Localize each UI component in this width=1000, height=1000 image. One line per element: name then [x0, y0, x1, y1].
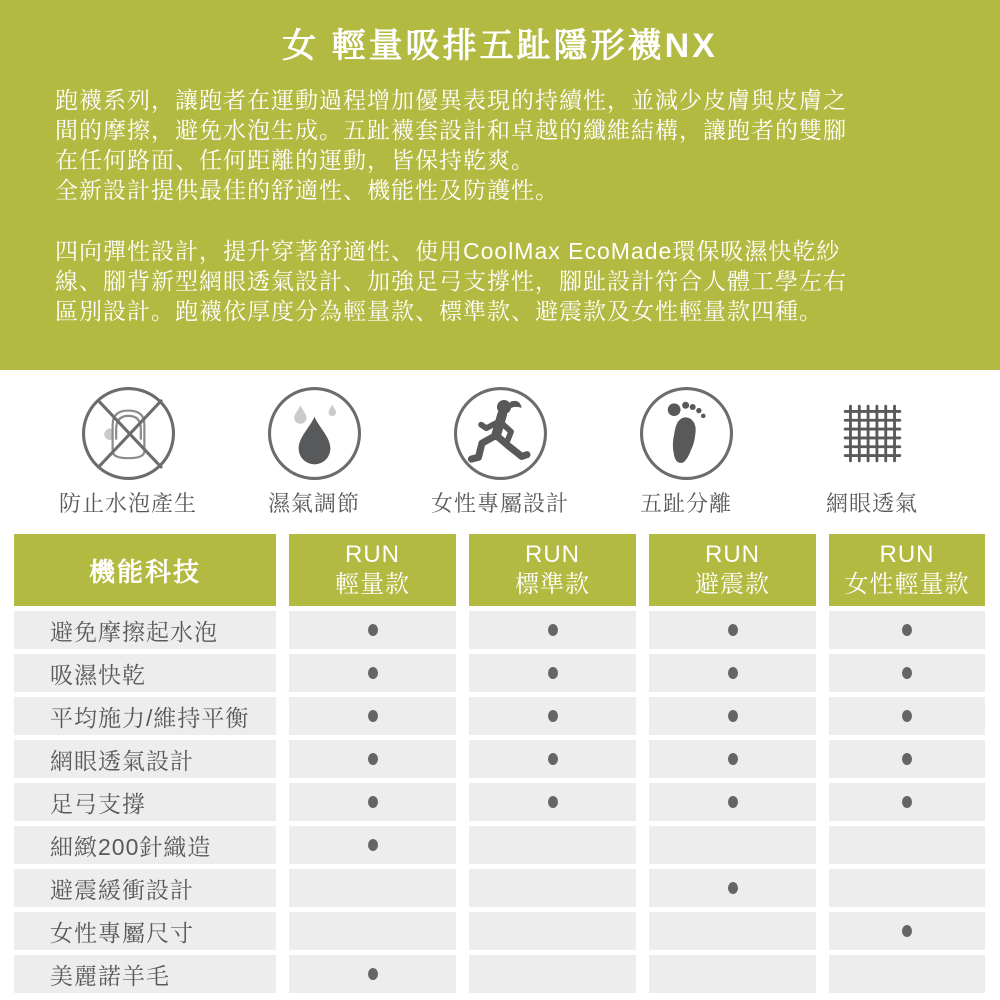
dot-marker [368, 796, 378, 808]
dot-marker [548, 710, 558, 722]
dot-cell-filled [289, 955, 456, 993]
dot-marker [728, 796, 738, 808]
dot-cell-filled [649, 869, 816, 907]
dot-marker [368, 839, 378, 851]
feature-label: 五趾分離 [639, 491, 732, 516]
dot-cell-empty [469, 869, 636, 907]
dot-marker [902, 710, 912, 722]
dot-cell-empty [469, 826, 636, 864]
dot-cell-filled [289, 611, 456, 649]
dot-cell-empty [829, 955, 985, 993]
column-brand: RUN [345, 541, 400, 568]
table-header-feature: 機能科技 [14, 534, 276, 606]
column-model: 輕量款 [335, 571, 410, 598]
design-paragraph [55, 236, 945, 326]
feature-row-label: 避震緩衝設計 [14, 869, 276, 907]
dot-marker [368, 753, 378, 765]
mesh-grid-icon [824, 385, 921, 482]
feature-row-label: 女性專屬尺寸 [14, 912, 276, 950]
dot-cell-empty [289, 912, 456, 950]
dot-cell-filled [469, 611, 636, 649]
dot-cell-filled [649, 740, 816, 778]
dot-marker [728, 882, 738, 894]
dot-marker [548, 667, 558, 679]
dot-cell-filled [829, 912, 985, 950]
dot-cell-filled [469, 654, 636, 692]
feature-row-label: 足弓支撐 [14, 783, 276, 821]
dot-cell-empty [829, 869, 985, 907]
dot-cell-filled [649, 611, 816, 649]
feature-row-label: 吸濕快乾 [14, 654, 276, 692]
dot-cell-filled [829, 654, 985, 692]
feature-label: 女性專屬設計 [430, 491, 569, 516]
dot-marker [728, 753, 738, 765]
dot-cell-filled [289, 783, 456, 821]
dot-cell-filled [649, 783, 816, 821]
table-header-run-women-light [829, 534, 985, 606]
feature-row-label: 平均施力/維持平衡 [14, 697, 276, 735]
feature-no-blister [35, 385, 221, 517]
feature-moisture [221, 385, 407, 517]
dot-cell-filled [289, 826, 456, 864]
dot-marker [368, 968, 378, 980]
design-line: 線、腳背新型網眼透氣設計、加強足弓支撐性，腳趾設計符合人體工學左右 [55, 268, 847, 294]
no-blister-icon [80, 385, 177, 482]
dot-cell-filled [649, 697, 816, 735]
dot-cell-filled [289, 697, 456, 735]
intro-line: 全新設計提供最佳的舒適性、機能性及防護性。 [55, 177, 559, 203]
intro-paragraph [55, 85, 945, 205]
intro-line: 間的摩擦，避免水泡生成。五趾襪套設計和卓越的纖維結構，讓跑者的雙腳 [55, 117, 847, 143]
design-line: 四向彈性設計，提升穿著舒適性、使用CoolMax EcoMade環保吸濕快乾紗 [55, 238, 841, 264]
dot-cell-filled [469, 783, 636, 821]
table-header-run-standard [469, 534, 636, 606]
dot-cell-filled [469, 697, 636, 735]
dot-cell-filled [649, 654, 816, 692]
dot-cell-filled [829, 740, 985, 778]
hero-section [0, 0, 1000, 370]
column-model: 女性輕量款 [844, 571, 970, 598]
dot-marker [548, 624, 558, 636]
dot-marker [728, 710, 738, 722]
table-header-run-light [289, 534, 456, 606]
female-runner-icon [452, 385, 549, 482]
dot-marker [902, 796, 912, 808]
intro-line: 跑襪系列，讓跑者在運動過程增加優異表現的持續性，並減少皮膚與皮膚之 [55, 87, 847, 113]
column-brand: RUN [525, 541, 580, 568]
dot-cell-empty [649, 912, 816, 950]
dot-cell-empty [829, 826, 985, 864]
column-model: 標準款 [515, 571, 590, 598]
comparison-table [14, 534, 985, 993]
feature-label: 網眼透氣 [825, 491, 918, 516]
dot-cell-empty [469, 955, 636, 993]
dot-cell-filled [289, 740, 456, 778]
dot-marker [548, 753, 558, 765]
column-brand: RUN [879, 541, 935, 568]
dot-cell-empty [649, 955, 816, 993]
five-toe-footprint-icon [638, 385, 735, 482]
dot-cell-filled [829, 697, 985, 735]
table-header-run-cushion [649, 534, 816, 606]
feature-five-toe [593, 385, 779, 517]
feature-mesh [779, 385, 965, 517]
dot-marker [368, 624, 378, 636]
dot-cell-empty [289, 869, 456, 907]
dot-marker [728, 667, 738, 679]
dot-marker [902, 667, 912, 679]
product-title: 女 輕量吸排五趾隱形襪NX [282, 27, 718, 65]
dot-marker [902, 753, 912, 765]
column-model: 避震款 [695, 571, 770, 598]
feature-row-label: 美麗諾羊毛 [14, 955, 276, 993]
dot-marker [368, 667, 378, 679]
column-brand: RUN [705, 541, 760, 568]
dot-marker [728, 624, 738, 636]
dot-cell-empty [469, 912, 636, 950]
feature-label: 濕氣調節 [267, 491, 360, 516]
dot-marker [368, 710, 378, 722]
feature-row-label: 細緻200針織造 [14, 826, 276, 864]
dot-cell-filled [289, 654, 456, 692]
dot-cell-filled [829, 611, 985, 649]
feature-row-label: 網眼透氣設計 [14, 740, 276, 778]
feature-womens-design [407, 385, 593, 517]
intro-line: 在任何路面、任何距離的運動，皆保持乾爽。 [55, 147, 535, 173]
design-line: 區別設計。跑襪依厚度分為輕量款、標準款、避震款及女性輕量款四種。 [55, 298, 823, 324]
dot-marker [902, 624, 912, 636]
moisture-drops-icon [266, 385, 363, 482]
dot-cell-filled [829, 783, 985, 821]
dot-marker [548, 796, 558, 808]
feature-label: 防止水泡產生 [58, 491, 197, 516]
dot-marker [902, 925, 912, 937]
feature-icons-row [0, 385, 1000, 517]
dot-cell-empty [649, 826, 816, 864]
dot-cell-filled [469, 740, 636, 778]
feature-row-label: 避免摩擦起水泡 [14, 611, 276, 649]
